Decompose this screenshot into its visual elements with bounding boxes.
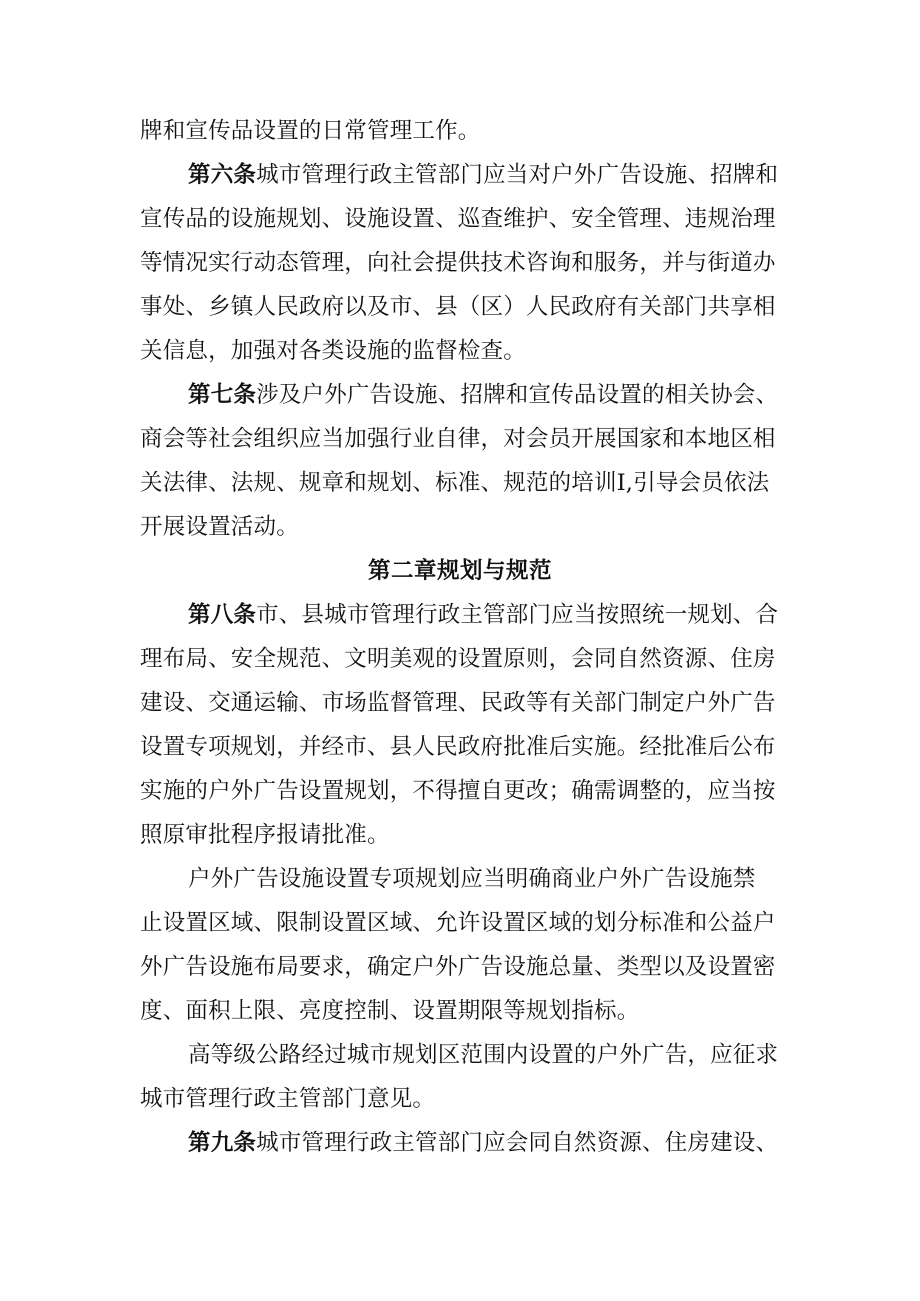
- article-8-line: [188, 600, 790, 630]
- paragraph-line: [140, 204, 790, 234]
- line-text: 高等级公路经过城市规划区范围内设置的户外广告，应征求: [188, 1042, 779, 1068]
- line-text: 市、县城市管理行政主管部门应当按照统一规划、合: [256, 602, 779, 628]
- article-7-line: [188, 380, 790, 410]
- article-label: 第七条: [188, 382, 257, 408]
- line-text: 照原审批程序报请批准。: [140, 822, 390, 848]
- line-text: 城市管理行政主管部门应当对户外广告设施、招牌和: [256, 162, 779, 188]
- paragraph-line: [140, 908, 790, 938]
- article-label: 第八条: [188, 602, 257, 628]
- line-text: 事处、乡镇人民政府以及市、县（区）人民政府有关部门共享相: [140, 294, 776, 320]
- paragraph-line: [140, 512, 790, 542]
- line-text: 实施的户外广告设置规划，不得擅自更改；确需调整的，应当按: [140, 778, 776, 804]
- line-text: 外广告设施布局要求，确定户外广告设施总量、类型以及设置密: [140, 954, 776, 980]
- article-9-line: [188, 1128, 790, 1158]
- line-text: 关信息，加强对各类设施的监督检查。: [140, 338, 526, 364]
- paragraph-line: [140, 732, 790, 762]
- paragraph-line: [140, 820, 790, 850]
- line-text: 理布局、安全规范、文明美观的设置原则，会同自然资源、住房: [140, 646, 776, 672]
- paragraph-line: [140, 996, 790, 1026]
- line-text: 设置专项规划，并经市、县人民政府批准后实施。经批准后公布: [140, 734, 776, 760]
- paragraph-line: [188, 1040, 790, 1070]
- line-text: 涉及户外广告设施、招牌和宣传品设置的相关协会、: [256, 382, 779, 408]
- line-text: 止设置区域、限制设置区域、允许设置区域的划分标准和公益户: [140, 910, 776, 936]
- paragraph-line: [140, 116, 790, 146]
- paragraph-line: [140, 952, 790, 982]
- line-text: 商会等社会组织应当加强行业自律，对会员开展国家和本地区相: [140, 426, 776, 452]
- line-text: 城市管理行政主管部门应会同自然资源、住房建设、: [256, 1130, 779, 1156]
- line-text: 开展设置活动。: [140, 514, 299, 540]
- paragraph-line: [140, 292, 790, 322]
- line-text: 等情况实行动态管理，向社会提供技术咨询和服务，并与街道办: [140, 250, 776, 276]
- paragraph-line: [140, 248, 790, 278]
- line-text: 宣传品的设施规划、设施设置、巡查维护、安全管理、违规治理: [140, 206, 776, 232]
- paragraph-line: [140, 1084, 790, 1114]
- line-text: 牌和宣传品设置的日常管理工作。: [140, 118, 481, 144]
- line-text: 度、面积上限、亮度控制、设置期限等规划指标。: [140, 998, 640, 1024]
- paragraph-line: [140, 644, 790, 674]
- article-label: 第六条: [188, 162, 257, 188]
- paragraph-line: [140, 336, 790, 366]
- line-text: 建设、交通运输、市场监督管理、民政等有关部门制定户外广告: [140, 690, 776, 716]
- paragraph-line: [140, 688, 790, 718]
- paragraph-line: [140, 776, 790, 806]
- article-label: 第九条: [188, 1130, 257, 1156]
- article-6-line: [188, 160, 790, 190]
- paragraph-line: [140, 468, 790, 498]
- paragraph-line: [188, 864, 790, 894]
- line-text: 城市管理行政主管部门意见。: [140, 1086, 436, 1112]
- line-text: 户外广告设施设置专项规划应当明确商业户外广告设施禁: [188, 866, 756, 892]
- paragraph-line: [140, 424, 790, 454]
- line-text: 关法律、法规、规章和规划、标准、规范的培训I,引导会员依法: [140, 470, 770, 496]
- chapter-heading: 第二章规划与规范: [367, 558, 552, 584]
